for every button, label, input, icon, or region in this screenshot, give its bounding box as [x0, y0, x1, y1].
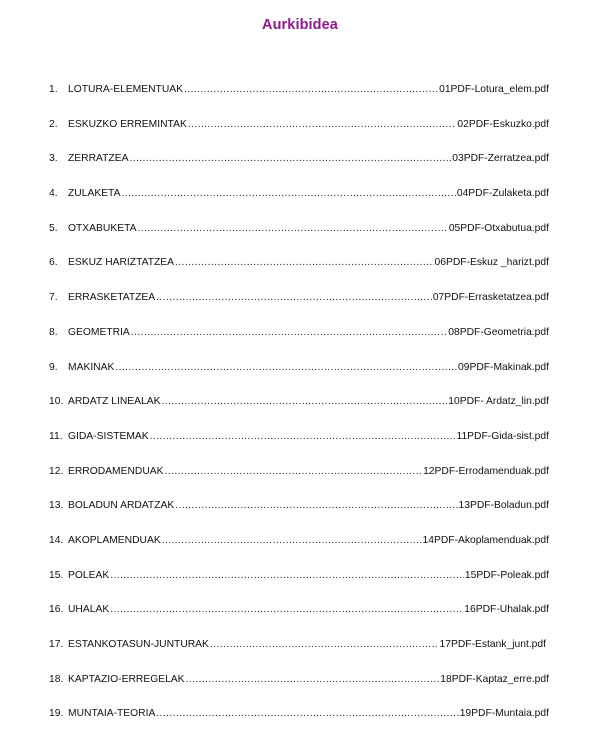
- toc-entry: [0, 395, 600, 430]
- toc-entry: [0, 118, 600, 153]
- toc-entry-file-link[interactable]: 14PDF-Akoplamenduak.pdf: [422, 534, 549, 546]
- toc-entry: [0, 534, 600, 569]
- toc-entry-file-link[interactable]: 01PDF-Lotura_elem.pdf: [439, 84, 549, 95]
- toc-dot-leader: [162, 395, 448, 409]
- toc-entry-file-link[interactable]: 15PDF-Poleak.pdf: [464, 569, 549, 581]
- toc-entry-file-link[interactable]: 10PDF- Ardatz_lin.pdf: [448, 396, 549, 408]
- toc-entry-number: 17.: [49, 639, 64, 650]
- toc-dot-leader: [210, 638, 439, 652]
- toc-dot-leader: [115, 361, 457, 375]
- toc-entry-label: ESTANKOTASUN-JUNTURAK: [68, 639, 209, 650]
- toc-entry-label: MAKINAK: [68, 361, 115, 373]
- page-title: Aurkibidea: [262, 17, 338, 33]
- toc-entry-label: POLEAK: [68, 569, 110, 581]
- toc-entry-label: ESKUZKO ERREMINTAK: [68, 118, 187, 130]
- toc-dot-leader: [175, 499, 457, 513]
- toc-entry-file-link[interactable]: 13PDF-Boladun.pdf: [458, 500, 549, 512]
- toc-entry: [0, 83, 600, 118]
- toc-dot-leader: [110, 603, 463, 617]
- toc-entry-number: 2.: [49, 118, 58, 130]
- toc-entry-file-link[interactable]: 05PDF-Otxabutua.pdf: [448, 222, 549, 234]
- toc-entry-file-link[interactable]: 04PDF-Zulaketa.pdf: [456, 188, 549, 200]
- toc-dot-leader: [188, 118, 457, 132]
- toc-dot-leader: [184, 83, 438, 97]
- toc-dot-leader: [110, 569, 464, 583]
- toc-dot-leader: [121, 187, 455, 201]
- toc-entry-number: 3.: [49, 153, 58, 165]
- toc-entry: [0, 430, 600, 465]
- toc-dot-leader: [129, 152, 451, 166]
- toc-entry-label: ERRASKETATZEA: [68, 292, 156, 304]
- toc-dot-leader: [150, 430, 456, 444]
- toc-entry-file-link[interactable]: 07PDF-Errasketatzea.pdf: [432, 292, 549, 304]
- toc-entry-label: ZERRATZEA: [68, 153, 129, 165]
- toc-entry-number: 8.: [49, 326, 58, 338]
- toc-entry-file-link[interactable]: 02PDF-Eskuzko.pdf: [457, 118, 549, 130]
- toc-entry-file-link[interactable]: 09PDF-Makinak.pdf: [458, 361, 549, 373]
- toc-entry-file-link[interactable]: 17PDF-Estank_junt.pdf: [439, 639, 546, 650]
- toc-entry-label: OTXABUKETA: [68, 222, 137, 234]
- toc-entry-label: ZULAKETA: [68, 188, 121, 200]
- toc-entry-file-link[interactable]: 18PDF-Kaptaz_erre.pdf: [440, 673, 549, 685]
- toc-dot-leader: [156, 291, 432, 305]
- toc-entry-number: 19.: [49, 708, 64, 720]
- toc-entry-number: 15.: [49, 569, 64, 581]
- toc-entry-label: LOTURA-ELEMENTUAK: [68, 84, 184, 95]
- toc-entry-number: 6.: [49, 257, 58, 269]
- toc-entry: [0, 569, 600, 604]
- toc-entry-label: UHALAK: [68, 604, 110, 616]
- toc-entry-label: ESKUZ HARIZTATZEA: [68, 257, 175, 269]
- toc-entry-label: ARDATZ LINEALAK: [68, 396, 161, 408]
- toc-entry: [0, 187, 600, 222]
- toc-dot-leader: [175, 256, 434, 270]
- toc-entry-number: 4.: [49, 188, 58, 200]
- toc-dot-leader: [165, 465, 423, 479]
- toc-entry-number: 11.: [49, 430, 63, 442]
- toc-entry-file-link[interactable]: 03PDF-Zerratzea.pdf: [452, 153, 549, 165]
- toc-entry-label: ERRODAMENDUAK: [68, 465, 164, 477]
- toc-entry: [0, 638, 600, 673]
- toc-entry-number: 1.: [49, 84, 58, 95]
- toc-entry-number: 14.: [49, 534, 64, 546]
- toc-entry-number: 16.: [49, 604, 64, 616]
- toc-entry: [0, 603, 600, 638]
- toc-entry-number: 13.: [49, 500, 64, 512]
- toc-entry-label: BOLADUN ARDATZAK: [68, 500, 175, 512]
- toc-dot-leader: [156, 707, 458, 721]
- toc-entry: [0, 707, 600, 742]
- toc-entry: [0, 326, 600, 361]
- toc-entry-label: GEOMETRIA: [68, 326, 130, 338]
- toc-entry-file-link[interactable]: 19PDF-Muntaia.pdf: [459, 708, 549, 720]
- toc-entry-number: 18.: [49, 673, 64, 685]
- toc-entry-number: 7.: [49, 292, 58, 304]
- toc-entry: [0, 291, 600, 326]
- toc-entry-label: MUNTAIA-TEORIA: [68, 708, 156, 720]
- toc-entry-file-link[interactable]: 12PDF-Errodamenduak.pdf: [423, 465, 549, 477]
- toc-entry-number: 10.: [49, 396, 64, 408]
- toc-entry: [0, 222, 600, 257]
- toc-entry-number: 12.: [49, 465, 64, 477]
- toc-entry-label: AKOPLAMENDUAK: [68, 534, 161, 546]
- toc-dot-leader: [137, 222, 447, 236]
- toc-entry: [0, 256, 600, 291]
- toc-entry-file-link[interactable]: 16PDF-Uhalak.pdf: [464, 604, 549, 616]
- toc-entry: [0, 152, 600, 187]
- toc-entry: [0, 673, 600, 708]
- table-of-contents: [0, 83, 600, 742]
- toc-entry-file-link[interactable]: 11PDF-Gida-sist.pdf: [456, 430, 549, 442]
- toc-entry: [0, 465, 600, 500]
- toc-entry-label: GIDA-SISTEMAK: [68, 430, 149, 442]
- toc-entry-label: KAPTAZIO-ERREGELAK: [68, 673, 185, 685]
- toc-entry-number: 5.: [49, 222, 58, 234]
- toc-entry-number: 9.: [49, 361, 58, 373]
- toc-entry-file-link[interactable]: 08PDF-Geometria.pdf: [448, 326, 549, 338]
- toc-dot-leader: [131, 326, 447, 340]
- toc-dot-leader: [162, 534, 422, 548]
- toc-entry-file-link[interactable]: 06PDF-Eskuz _harizt.pdf: [434, 257, 549, 269]
- toc-dot-leader: [186, 673, 440, 687]
- toc-entry: [0, 499, 600, 534]
- toc-entry: [0, 361, 600, 396]
